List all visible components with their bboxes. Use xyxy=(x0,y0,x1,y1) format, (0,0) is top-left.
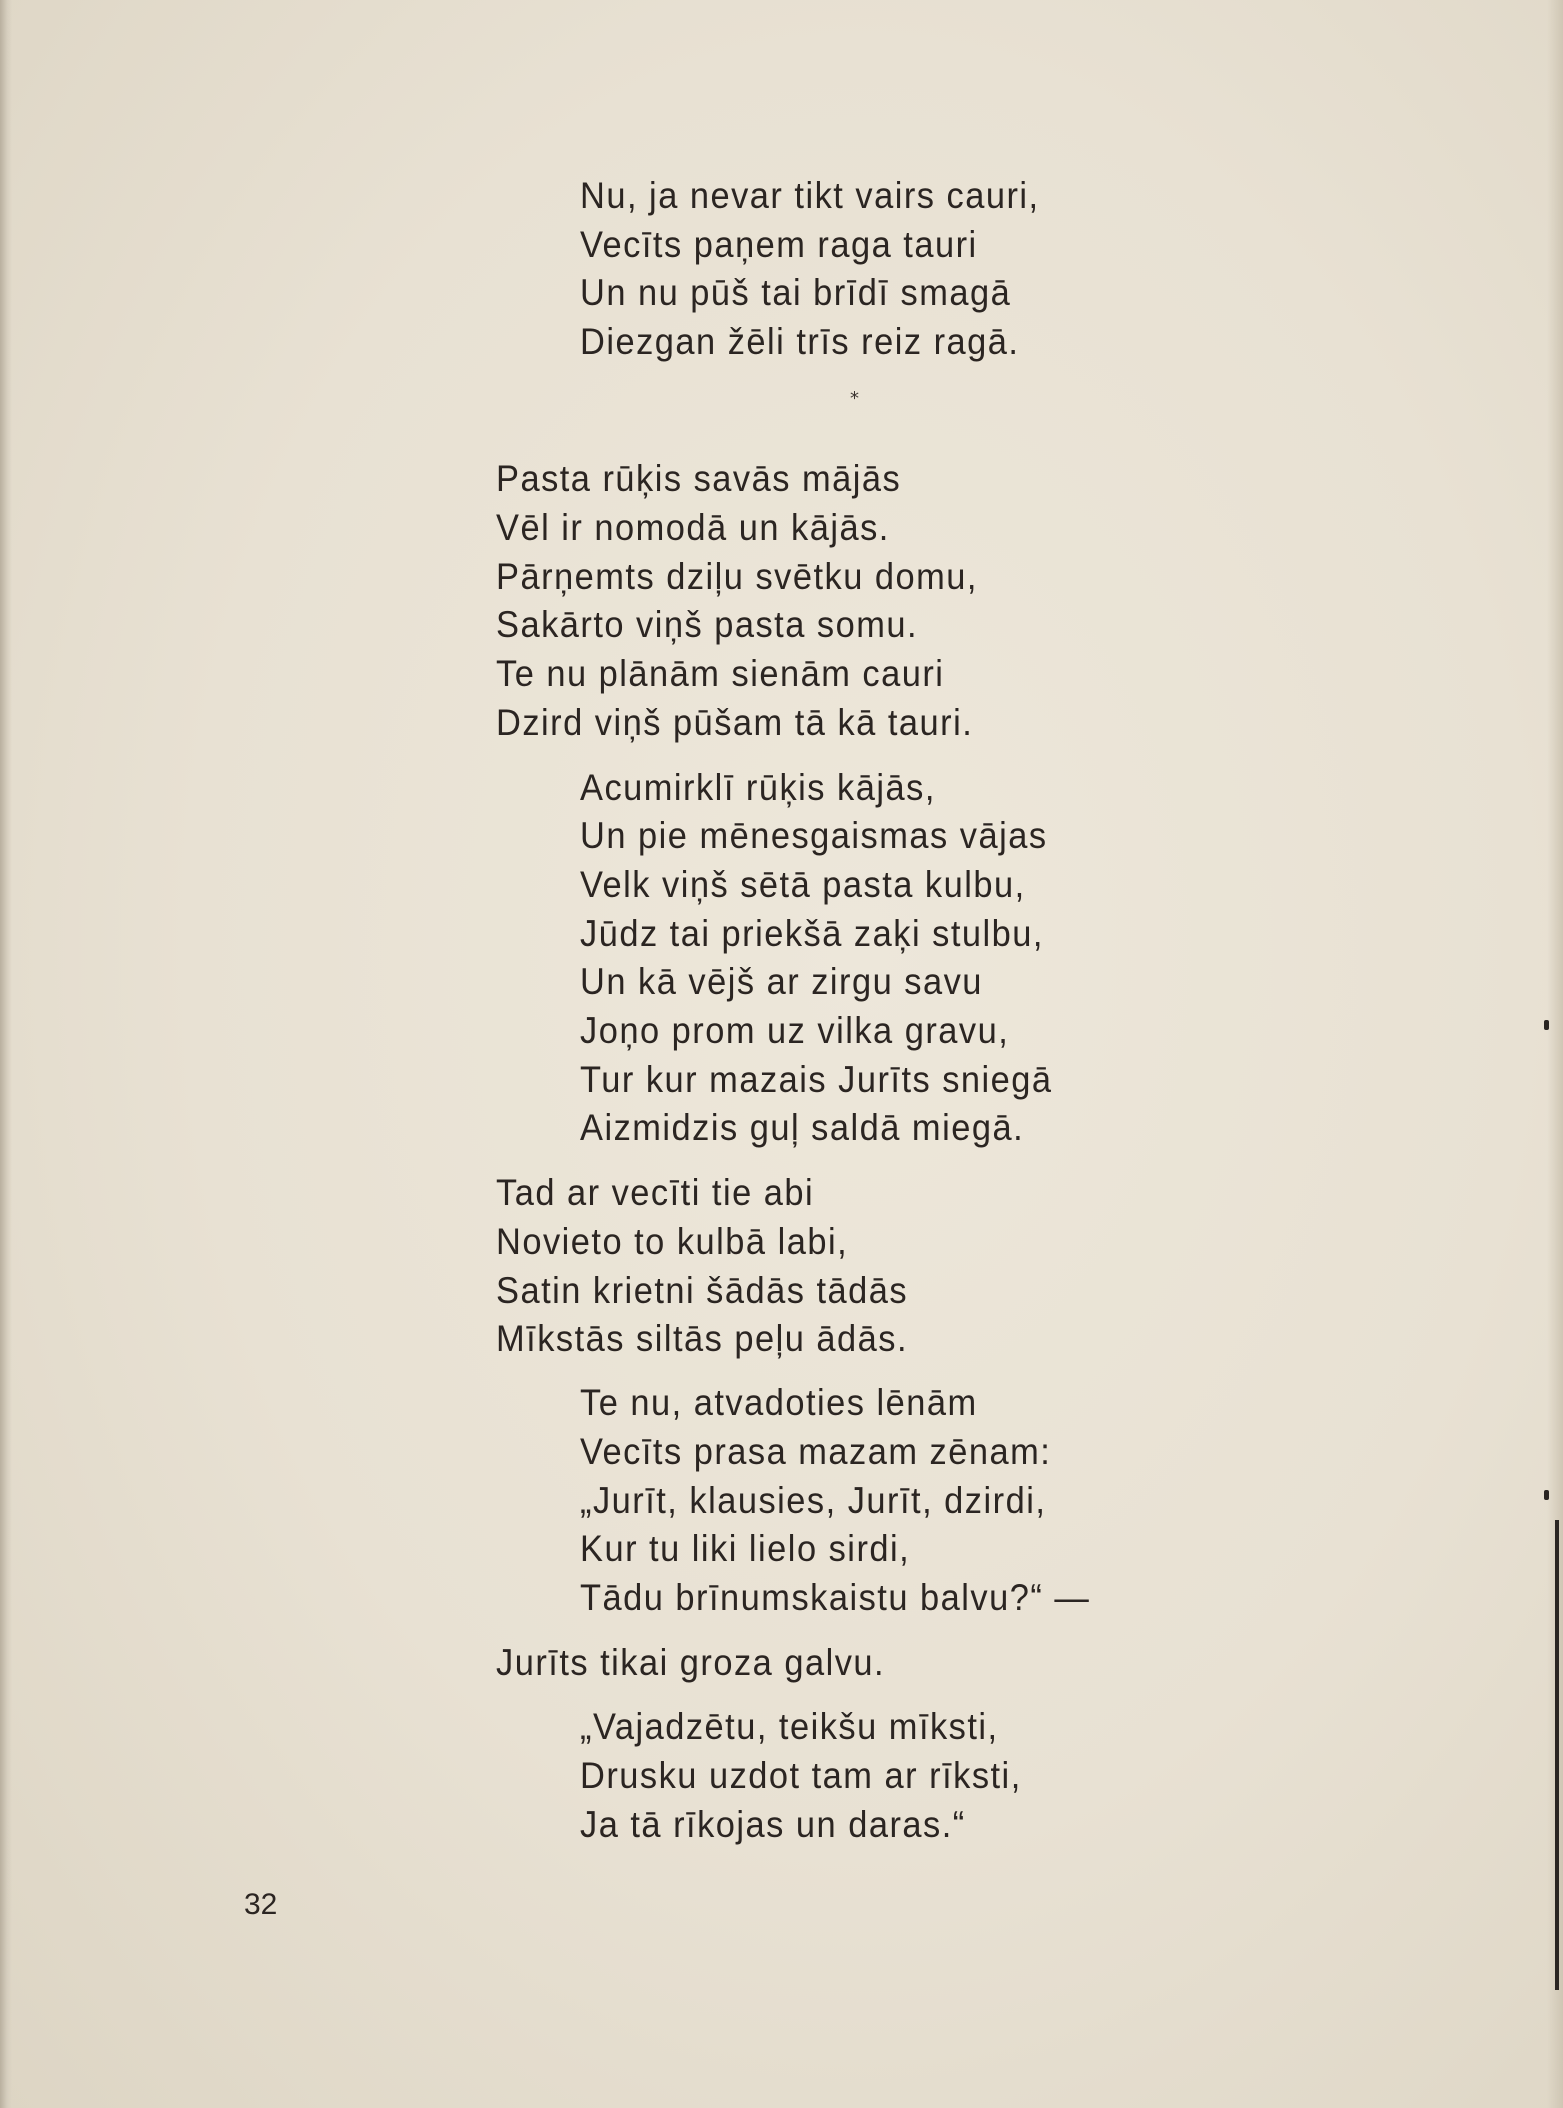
poem-line: Vēl ir nomodā un kājās. xyxy=(496,507,890,548)
poem-line: Ja tā rīkojas un daras.“ xyxy=(580,1804,966,1845)
poem-line: Sakārto viņš pasta somu. xyxy=(496,604,919,645)
poem-line: Tad ar vecīti tie abi xyxy=(496,1172,815,1213)
poem-line: Jurīts tikai groza galvu. xyxy=(496,1642,886,1683)
poem-line: Velk viņš sētā pasta kulbu, xyxy=(580,864,1026,905)
poem-line: Diezgan žēli trīs reiz ragā. xyxy=(580,321,1020,362)
poem-line: Joņo prom uz vilka gravu, xyxy=(580,1010,1010,1051)
poem-line: Tur kur mazais Jurīts sniegā xyxy=(580,1059,1053,1100)
poem-line: Un nu pūš tai brīdī smagā xyxy=(580,272,1012,313)
poem-line: Nu, ja nevar tikt vairs cauri, xyxy=(580,175,1040,216)
poem-line: Te nu plānām sienām cauri xyxy=(496,653,945,694)
poem-line: Acumirklī rūķis kājās, xyxy=(580,767,936,808)
binding-stitch xyxy=(1544,1490,1549,1500)
poem-line: Jūdz tai priekšā zaķi stulbu, xyxy=(580,913,1044,954)
poem-line: Drusku uzdot tam ar rīksti, xyxy=(580,1755,1022,1796)
poem-line: Vecīts paņem raga tauri xyxy=(580,224,978,265)
poem-line: Pārņemts dziļu svētku domu, xyxy=(496,556,978,597)
poem-line: Vecīts prasa mazam zēnam: xyxy=(580,1431,1052,1472)
binding-stitch xyxy=(1544,1020,1549,1030)
section-separator: * xyxy=(850,388,859,409)
poem-line: Kur tu liki lielo sirdi, xyxy=(580,1528,911,1569)
page-number: 32 xyxy=(244,1888,278,1921)
poem-line: Pasta rūķis savās mājās xyxy=(496,458,902,499)
poem-line: Satin krietni šādās tādās xyxy=(496,1270,909,1311)
poem-line: Novieto to kulbā labi, xyxy=(496,1221,849,1262)
binding-thread xyxy=(1555,1520,1559,1990)
poem-line: Tādu brīnumskaistu balvu?“ — xyxy=(580,1577,1091,1618)
poem-line: Un kā vējš ar zirgu savu xyxy=(580,961,983,1002)
page-left-edge xyxy=(0,0,12,2108)
poem-line: „Jurīt, klausies, Jurīt, dzirdi, xyxy=(580,1480,1047,1521)
poem-line: Dzird viņš pūšam tā kā tauri. xyxy=(496,702,974,743)
poem-line: Mīkstās siltās peļu ādās. xyxy=(496,1318,909,1359)
poem-line: Aizmidzis guļ saldā miegā. xyxy=(580,1107,1025,1148)
poem-line: Un pie mēnesgaismas vājas xyxy=(580,815,1048,856)
poem-line: „Vajadzētu, teikšu mīksti, xyxy=(580,1706,999,1747)
poem-line: Te nu, atvadoties lēnām xyxy=(580,1382,978,1423)
